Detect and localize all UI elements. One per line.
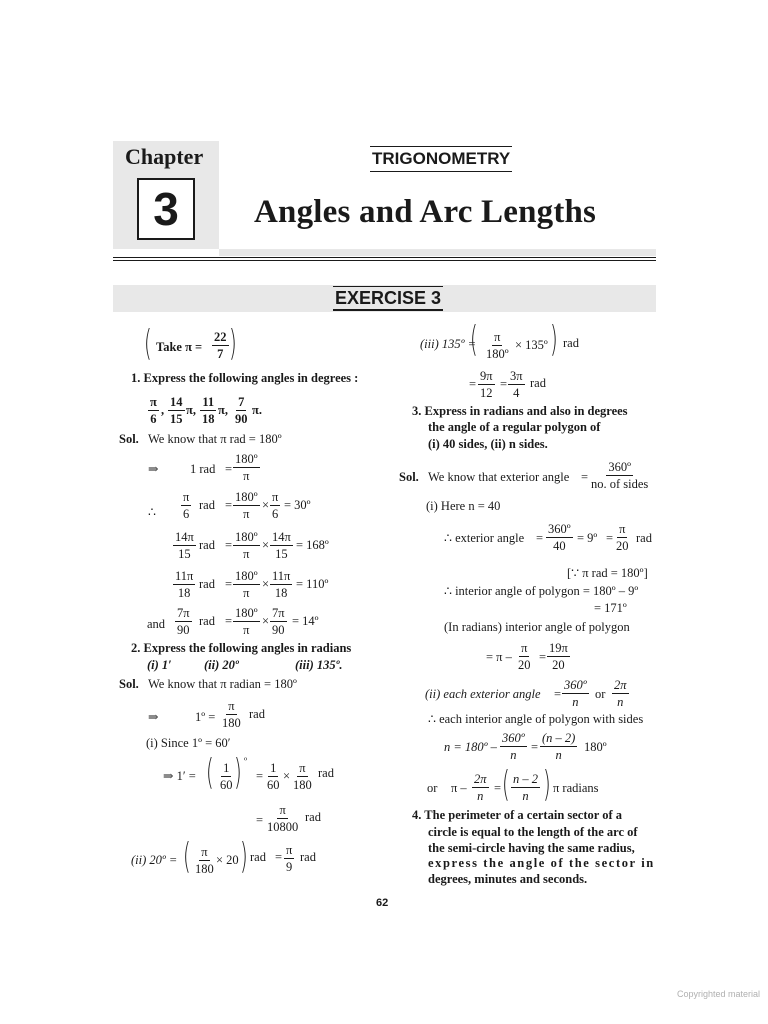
question-3-line-2: the angle of a regular polygon of [428,420,601,434]
equals: = [256,813,264,827]
pi-minus: = π – [486,650,512,664]
part-iii-135: (iii) 135º = [420,337,477,351]
question-3-line-3: (i) 40 sides, (ii) n sides. [428,437,548,451]
fraction: $\frac{\text{180º}}{\pi}$ [235,606,258,637]
one-rad: 1 rad [190,462,216,476]
equals: = [606,531,614,545]
fraction: $\frac{\pi}{6}$ [272,490,279,521]
fraction: $\frac{7\pi}{90}$ [272,606,285,637]
deg-180: 180º [584,740,607,754]
separator: , [161,403,165,417]
fraction: $\frac{\pi}{9}$ [286,843,293,874]
equals: = [469,377,477,391]
fraction: 360º no. of sides [591,460,649,491]
fraction: $\frac{11}{18}$ [202,395,215,426]
fraction: $\frac{\text{180º}}{\pi}$ [235,452,258,483]
question-4-line-4: express the angle of the sector in [428,856,655,870]
rad-unit: rad [563,336,579,350]
rad-unit: rad [250,850,266,864]
times-135: × 135º [515,338,548,352]
subject-heading: TRIGONOMETRY [370,146,512,172]
sol-label: Sol. [119,677,139,691]
in-radians-label: (In radians) interior angle of polygon [444,620,630,634]
question-1: 1. Express the following angles in degrees : [131,371,359,385]
paren-left: ( [502,764,510,805]
fraction: $\frac{(n - 2)}{n}$ [542,731,576,762]
fraction: $\frac{1}{60}$ [267,761,280,792]
equals: = [494,781,502,795]
pi-symbol: π, [218,403,228,417]
or-label: or [427,781,438,795]
result: = 168º [296,538,329,552]
equals: = [225,538,233,552]
interior-angle-result: = 171º [594,601,627,615]
nine-degrees: = 9º [577,531,598,545]
fraction: $\frac{\pi}{20}$ [518,641,531,672]
equals: = [225,498,233,512]
question-2-part-iii: (iii) 135º. [295,658,343,672]
rad-unit: rad [300,850,316,864]
rad-unit: rad [249,707,265,721]
fraction: $\frac{2\pi}{n}$ [614,678,627,709]
degree-superscript: º [244,756,248,767]
paren-left: ( [206,752,214,793]
rad-unit: rad [530,376,546,390]
since-text: (i) Since 1º = 60′ [146,736,231,750]
question-2: 2. Express the following angles in radians [131,641,352,655]
question-4-line-2: circle is equal to the length of the arc of [428,825,638,839]
page-number: 62 [376,897,389,909]
n-equals: n = 180º – [444,740,497,754]
because-note: [∵ π rad = 180º] [567,566,648,580]
question-3-line-1: 3. Express in radians and also in degrees [412,404,628,418]
fraction: $\frac{\text{360º}}{n}$ [564,678,587,709]
equals: = [225,462,233,476]
fraction: $\frac{14\pi}{15}$ [272,530,291,561]
solution-text: We know that exterior angle [428,470,570,484]
question-4-line-1: 4. The perimeter of a certain sector of a [412,808,623,822]
times: × [262,614,270,628]
fraction: $\frac{\pi}{10800}$ [267,803,299,834]
pi-symbol: π, [186,403,196,417]
interior-angle: ∴ interior angle of polygon = 180º – 9º [444,584,639,598]
fraction: $\frac{11\pi}{18}$ [175,569,194,600]
paren-right: ) [240,836,248,877]
exercise-title: EXERCISE 3 [333,286,443,311]
question-4-line-5: degrees, minutes and seconds. [428,872,588,886]
fraction: $\frac{7\pi}{90}$ [177,606,190,637]
equals: = [256,769,264,783]
equals: = [539,650,547,664]
question-2-part-i: (i) 1′ [147,658,172,672]
paren-left: ( [144,323,152,364]
rad-unit: rad [199,614,215,628]
paren-right: ) [229,323,237,364]
copyright-watermark: Copyrighted material [677,989,761,999]
fraction: $\frac{\text{360º}}{n}$ [502,731,525,762]
paren-left: ( [183,836,191,877]
result: = 30º [284,498,311,512]
solution-text: We know that π radian = 180º [148,677,297,691]
fraction: $\frac{22}{7}$ [214,330,227,361]
chapter-label: Chapter [125,144,204,169]
implies-symbol: ⇒ [148,462,159,476]
equals: = [225,614,233,628]
equals: = [536,531,544,545]
implies-symbol: ⇒ [148,710,159,724]
paren-right: ) [543,764,551,805]
fraction: $\frac{\pi}{20}$ [616,522,629,553]
fraction: $\frac{\pi}{180}$ [293,761,312,792]
fraction: $\frac{1}{60}$ [220,761,233,792]
fraction: $\frac{\pi}{180}$ [195,845,214,876]
fraction: $\frac{14}{15}$ [170,395,183,426]
fraction: $\frac{\pi}{6}$ [183,490,190,521]
rad-unit: rad [318,766,334,780]
times: × [283,769,291,783]
equals: = [500,377,508,391]
sol-label: Sol. [399,470,419,484]
equals: = [581,470,589,484]
question-4-line-3: the semi-circle having the same radius, [428,841,635,855]
and-label: and [147,617,166,631]
header-rule [113,257,656,258]
rad-unit: rad [305,810,321,824]
rad-unit: rad [199,538,215,552]
here-n-40: (i) Here n = 40 [426,499,501,513]
fraction: $\frac{\pi}{\text{180º}}$ [486,330,509,361]
chapter-number: 3 [137,178,195,240]
fraction: $\frac{\text{180º}}{\pi}$ [235,569,258,600]
rad-unit: rad [199,577,215,591]
solution-text: We know that π rad = 180º [148,432,282,446]
fraction: $\frac{n - 2}{n}$ [513,772,538,803]
result: = 110º [296,577,329,591]
fraction: $\frac{\pi}{180}$ [222,699,241,730]
rad-unit: rad [199,498,215,512]
rad-unit: rad [636,531,652,545]
pi-symbol: π. [252,403,262,417]
equals: = [554,687,562,701]
equals: = [531,740,539,754]
exterior-angle-label: ∴ exterior angle [444,531,525,545]
fraction: $\frac{14\pi}{15}$ [175,530,194,561]
times-20: × 20 [216,853,239,867]
header-band [219,249,656,256]
equals: = [275,850,283,864]
fraction: $\frac{19\pi}{20}$ [549,641,568,672]
result: = 14º [292,614,319,628]
part-ii-20: (ii) 20º = [131,853,178,867]
fraction: $\frac{\text{180º}}{\pi}$ [235,490,258,521]
equals: = [225,577,233,591]
fraction: $\frac{11\pi}{18}$ [272,569,291,600]
fraction: $\frac{2\pi}{n}$ [474,772,487,803]
paren-right: ) [550,319,558,360]
take-pi: Take π = [156,340,203,354]
pi-minus: π – [451,781,467,795]
times: × [262,538,270,552]
fraction: $\frac{3\pi}{4}$ [510,369,523,400]
header-rule [113,260,656,261]
times: × [262,577,270,591]
paren-right: ) [234,752,242,793]
fraction: $\frac{\pi}{6}$ [150,395,157,426]
pi-radians: π radians [553,781,599,795]
or-label: or [595,687,606,701]
therefore-symbol: ∴ [148,505,156,519]
one-degree: 1º = [195,710,216,724]
chapter-title: Angles and Arc Lengths [254,194,597,230]
sol-label: Sol. [119,432,139,446]
each-interior-label: ∴ each interior angle of polygon with sides [428,712,644,726]
fraction: $\frac{7}{90}$ [235,395,248,426]
times: × [262,498,270,512]
fraction: $\frac{9\pi}{12}$ [480,369,493,400]
paren-left: ( [470,319,478,360]
fraction: $\frac{\text{180º}}{\pi}$ [235,530,258,561]
each-exterior-angle: (ii) each exterior angle [425,687,541,701]
one-minute: ⇒ 1′ = [163,769,196,783]
fraction: $\frac{\text{360º}}{40}$ [548,522,571,553]
question-2-part-ii: (ii) 20º [204,658,239,672]
